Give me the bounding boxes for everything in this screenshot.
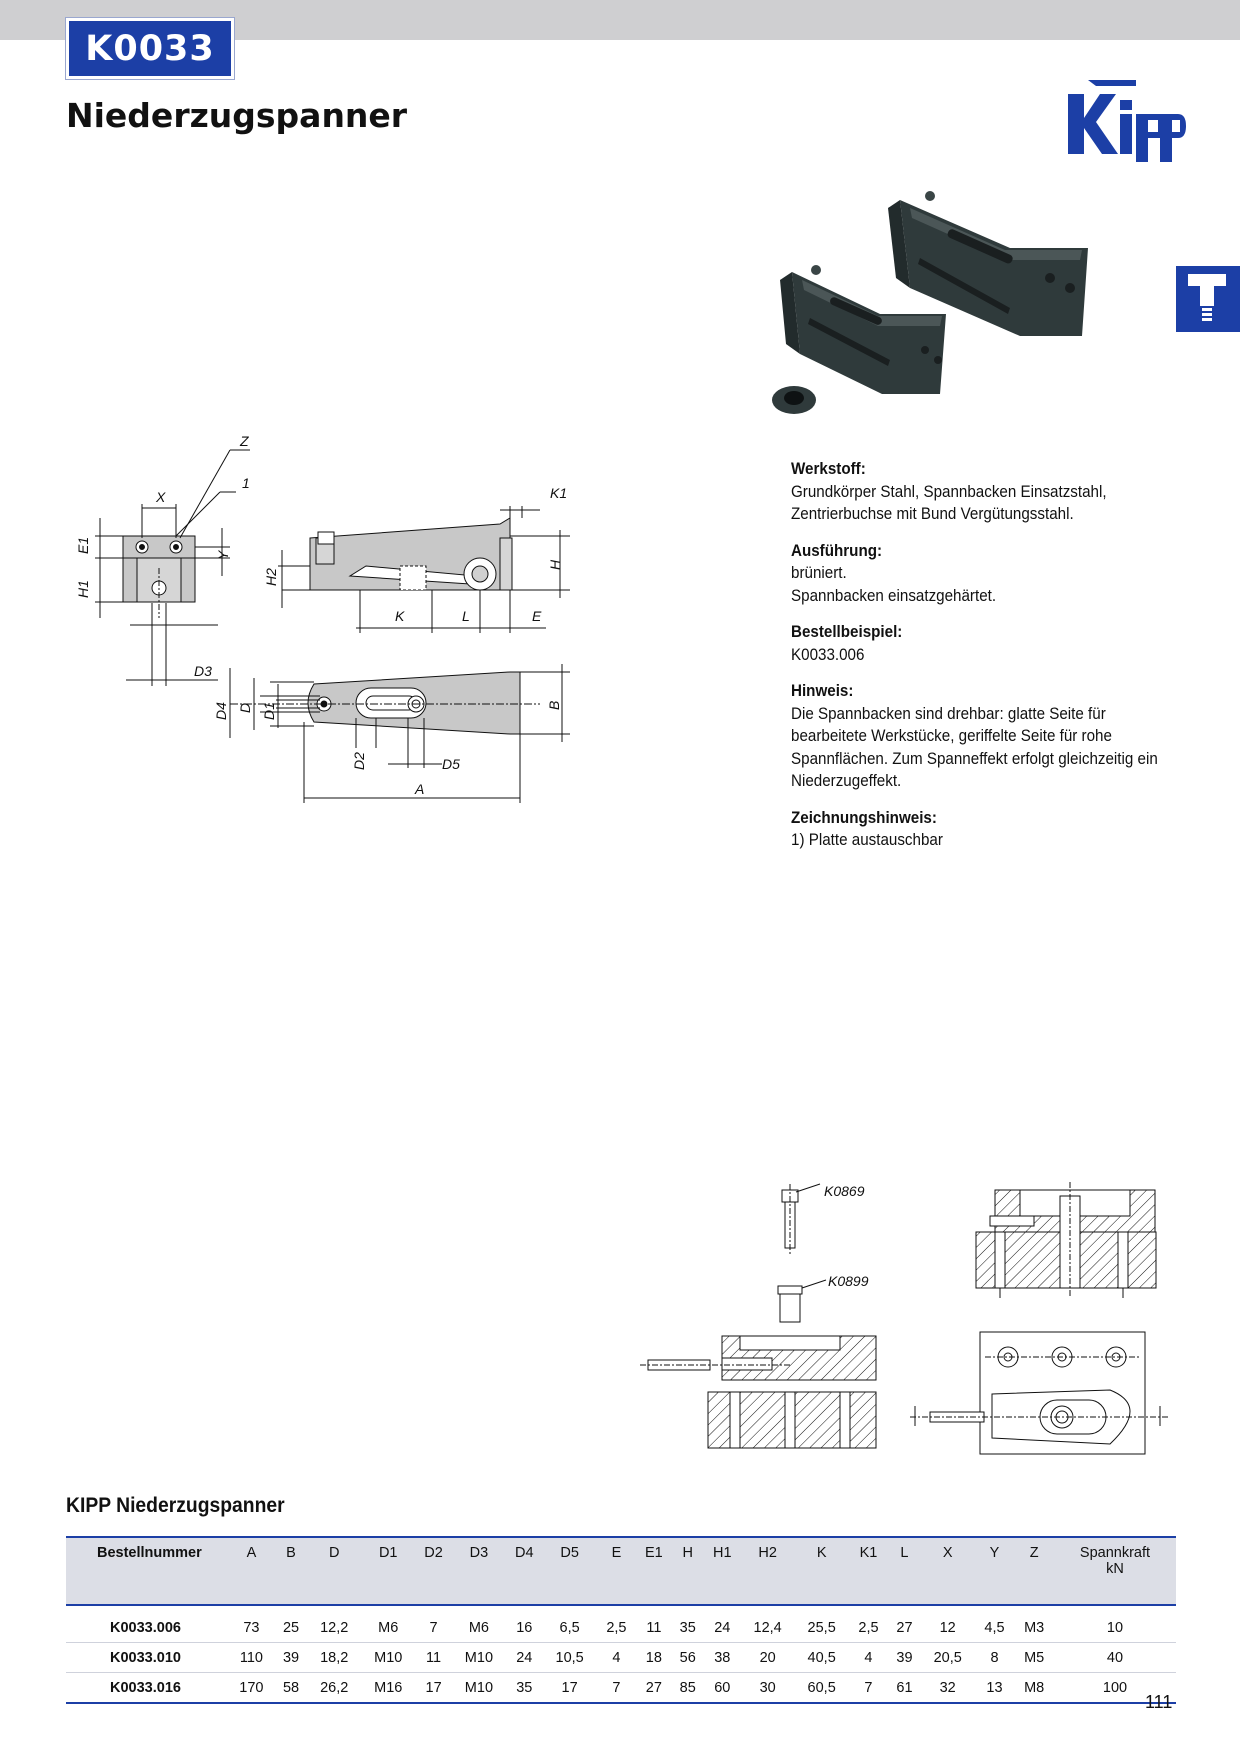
table-cell: 4 [849, 1643, 889, 1673]
label-1: 1 [242, 475, 250, 491]
table-cell: 11 [636, 1605, 671, 1643]
table-cell: 35 [672, 1605, 704, 1643]
label-d3: D3 [194, 663, 212, 679]
table-cell: M10 [361, 1643, 415, 1673]
table-cell: 35 [506, 1673, 543, 1704]
table-title: KIPP Niederzugspanner [66, 1494, 285, 1517]
table-cell: 2,5 [597, 1605, 637, 1643]
col-header: H1 [713, 1545, 732, 1561]
label-k: K [395, 608, 405, 624]
table-header-row [66, 1537, 1176, 1605]
table-body [66, 1605, 1176, 1703]
table-cell: 24 [704, 1605, 741, 1643]
table-cell: 20 [741, 1643, 795, 1673]
col-header: Z [1029, 1545, 1039, 1561]
order-number-cell: K0033.010 [66, 1643, 228, 1673]
table-cell: 60,5 [795, 1673, 849, 1704]
table-cell: M10 [452, 1673, 506, 1704]
page-title: Niederzugspanner [66, 96, 408, 135]
product-photo [770, 188, 1100, 446]
col-header: Y [989, 1545, 1000, 1561]
bestellbeispiel-heading: Bestellbeispiel: [791, 623, 903, 641]
exploded-view [640, 1183, 876, 1448]
label-x: X [156, 489, 166, 505]
col-header: D5 [560, 1545, 579, 1561]
zeichnungshinweis-heading: Zeichnungshinweis: [791, 808, 937, 827]
table-cell: 6,5 [543, 1605, 597, 1643]
table-cell: 25 [275, 1605, 307, 1643]
col-header: D1 [378, 1545, 398, 1561]
side-view [263, 485, 570, 633]
table-cell: 24 [506, 1643, 543, 1673]
col-header: H [682, 1545, 693, 1561]
label-d5: D5 [442, 756, 460, 772]
spec-table [66, 1536, 1176, 1704]
technical-drawing [70, 433, 590, 878]
label-h: H [547, 559, 563, 570]
col-header: H2 [758, 1545, 777, 1561]
table-row [66, 1673, 1176, 1704]
col-header: E1 [645, 1545, 663, 1561]
label-l: L [462, 608, 470, 624]
label-d2: D2 [351, 752, 367, 770]
table-cell: 27 [888, 1605, 920, 1643]
table-cell: 12 [921, 1605, 975, 1643]
label-z: Z [240, 433, 249, 449]
table-cell: 18,2 [307, 1643, 361, 1673]
table-cell: 30 [741, 1673, 795, 1704]
col-header: B [286, 1545, 296, 1561]
spec-table-wrap [66, 1536, 1176, 1704]
table-cell: 26,2 [307, 1673, 361, 1704]
table-cell: 7 [415, 1605, 452, 1643]
label-y: Y [215, 550, 231, 560]
table-cell: 16 [506, 1605, 543, 1643]
zeichnungshinweis-text: 1) Platte austauschbar [791, 831, 943, 849]
bestellbeispiel-text: K0033.006 [791, 645, 865, 664]
table-cell: 56 [672, 1643, 704, 1673]
table-row [66, 1605, 1176, 1643]
ausfuehrung-heading: Ausführung: [791, 541, 883, 560]
label-h1: H1 [75, 580, 91, 598]
table-cell: 7 [597, 1673, 637, 1704]
table-cell: 17 [543, 1673, 597, 1704]
table-cell: 12,2 [307, 1605, 361, 1643]
table-cell: 39 [888, 1643, 920, 1673]
table-cell: 20,5 [921, 1643, 975, 1673]
col-header: D4 [514, 1545, 534, 1561]
table-cell: 73 [228, 1605, 275, 1643]
col-header: D2 [424, 1545, 443, 1561]
table-cell: 4,5 [975, 1605, 1015, 1643]
table-cell: 17 [415, 1673, 452, 1704]
col-header: A [246, 1545, 257, 1561]
table-cell: M3 [1014, 1605, 1054, 1643]
label-e1: E1 [75, 536, 91, 554]
col-header: E [611, 1545, 622, 1561]
table-cell: 13 [975, 1673, 1015, 1704]
table-cell: 2,5 [849, 1605, 889, 1643]
werkstoff-text: Grundkörper Stahl, Spannbacken Einsatzstahl, Zentrierbuchse mit Bund Vergütungsstahl. [791, 482, 1107, 523]
table-cell: M6 [452, 1605, 506, 1643]
section-view [910, 1182, 1170, 1454]
col-header: L [900, 1545, 909, 1561]
table-cell: M5 [1014, 1643, 1054, 1673]
assembly-drawing [640, 1176, 1180, 1466]
table-cell: 38 [704, 1643, 741, 1673]
top-view [213, 664, 570, 803]
label-a: A [415, 781, 425, 797]
table-cell: 12,4 [741, 1605, 795, 1643]
order-number-cell: K0033.006 [66, 1605, 228, 1643]
table-cell: M10 [452, 1643, 506, 1673]
table-cell: 61 [888, 1673, 920, 1704]
label-k1: K1 [550, 485, 568, 501]
product-info [791, 458, 1177, 866]
label-b: B [546, 700, 562, 710]
table-cell: 40 [1054, 1643, 1176, 1673]
label-k0869: K0869 [824, 1183, 865, 1199]
table-cell: M8 [1014, 1673, 1054, 1704]
order-number-cell: K0033.016 [66, 1673, 228, 1704]
col-header: K1 [859, 1545, 878, 1561]
table-cell: 110 [228, 1643, 275, 1673]
table-cell: 170 [228, 1673, 275, 1704]
hinweis-text: Die Spannbacken sind drehbar: glatte Seite für bearbeitete Werkstücke, geriffelte Seite für rohe Spannflächen. Zum Spanneffekt erfolgt gleichzeitig ein Niederzugeffekt. [791, 704, 1158, 790]
table-cell: 4 [597, 1643, 637, 1673]
product-code: K0033 [66, 18, 234, 79]
col-header: K [816, 1545, 827, 1561]
table-cell: 10 [1054, 1605, 1176, 1643]
front-view [75, 433, 250, 686]
table-cell: 25,5 [795, 1605, 849, 1643]
table-cell: 40,5 [795, 1643, 849, 1673]
label-e: E [532, 608, 542, 624]
table-cell: 10,5 [543, 1643, 597, 1673]
col-header-spannkraft: Spannkraft kN [1079, 1545, 1151, 1577]
label-d: D [237, 702, 253, 713]
table-cell: 32 [921, 1673, 975, 1704]
table-cell: 39 [275, 1643, 307, 1673]
col-header: D3 [469, 1545, 489, 1561]
table-cell: 58 [275, 1673, 307, 1704]
table-cell: 27 [636, 1673, 671, 1704]
table-row [66, 1643, 1176, 1673]
col-header: Bestellnummer [97, 1545, 202, 1561]
table-cell: 11 [415, 1643, 452, 1673]
werkstoff-heading: Werkstoff: [791, 460, 866, 478]
table-cell: 7 [849, 1673, 889, 1704]
hinweis-heading: Hinweis: [791, 682, 854, 700]
label-k0899: K0899 [828, 1273, 869, 1289]
label-d4: D4 [213, 702, 229, 720]
table-cell: M16 [361, 1673, 415, 1704]
kipp-logo [1066, 74, 1186, 164]
table-cell: 85 [672, 1673, 704, 1704]
table-cell: 60 [704, 1673, 741, 1704]
label-d1: D1 [261, 702, 277, 720]
label-h2: H2 [263, 568, 279, 586]
ausfuehrung-text: brüniert. Spannbacken einsatzgehärtet. [791, 564, 997, 605]
table-cell: M6 [361, 1605, 415, 1643]
table-cell: 100 [1054, 1673, 1176, 1704]
col-header: D [328, 1545, 340, 1561]
table-cell: 8 [975, 1643, 1015, 1673]
col-header: X [942, 1545, 953, 1561]
table-cell: 18 [636, 1643, 671, 1673]
page-number: 111 [1145, 1692, 1173, 1712]
clamp-category-icon[interactable] [1176, 266, 1240, 332]
